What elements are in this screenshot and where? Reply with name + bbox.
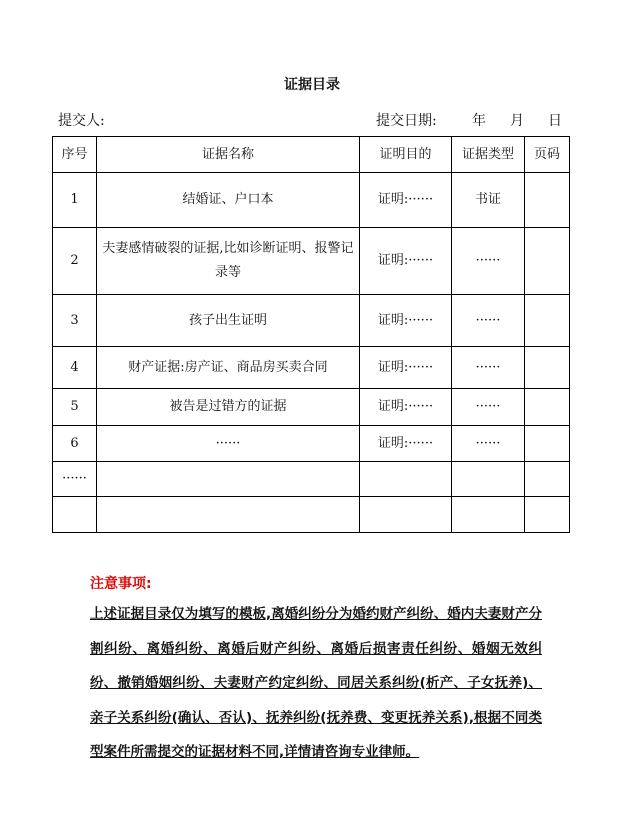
row-purpose: 证明:······ [360, 347, 452, 389]
row-purpose [360, 462, 452, 497]
row-name: 财产证据:房产证、商品房买卖合同 [97, 347, 360, 389]
table-header-row [53, 137, 570, 173]
row-purpose: 证明:······ [360, 228, 452, 295]
row-no: 2 [53, 228, 97, 295]
year-label: 年 [472, 113, 486, 129]
row-no: ······ [53, 462, 97, 497]
row-no: 6 [53, 426, 97, 462]
notes-body: 上述证据目录仅为填写的模板,离婚纠纷分为婚约财产纠纷、婚内夫妻财产分割纠纷、离婚纠纷、离婚后财产纠纷、离婚后损害责任纠纷、婚姻无效纠纷、撤销婚姻纠纷、夫妻财产约定纠纷、同居关系纠纷(析产、子女抚养)、亲子关系纠纷(确认、否认)、抚养纠纷(抚养费、变更抚养关系),根据不同类型案件所需提交的证据材料不同,详情请咨询专业律师。 [90, 606, 542, 760]
row-name [97, 497, 360, 533]
day-label: 日 [548, 113, 562, 129]
header-name: 证据名称 [97, 137, 360, 173]
row-purpose [360, 497, 452, 533]
table-row [53, 389, 570, 426]
header-page: 页码 [525, 137, 570, 173]
row-type: ······ [452, 347, 525, 389]
submitter-label: 提交人: [58, 113, 105, 129]
row-no: 3 [53, 295, 97, 347]
row-purpose: 证明:······ [360, 426, 452, 462]
header-type: 证据类型 [452, 137, 525, 173]
row-no [53, 497, 97, 533]
row-page [525, 426, 570, 462]
row-type: ······ [452, 295, 525, 347]
table-row [53, 347, 570, 389]
row-name: 被告是过错方的证据 [97, 389, 360, 426]
row-type: 书证 [452, 173, 525, 228]
month-label: 月 [510, 113, 524, 129]
table-row [53, 295, 570, 347]
header-purpose: 证明目的 [360, 137, 452, 173]
row-page [525, 228, 570, 295]
row-type: ······ [452, 228, 525, 295]
row-no: 1 [53, 173, 97, 228]
table-row [53, 173, 570, 228]
row-page [525, 173, 570, 228]
row-type [452, 497, 525, 533]
row-page [525, 389, 570, 426]
row-name: 结婚证、户口本 [97, 173, 360, 228]
row-name [97, 462, 360, 497]
row-type: ······ [452, 389, 525, 426]
row-page [525, 497, 570, 533]
table-row [53, 462, 570, 497]
page-title: 证据目录 [284, 77, 340, 93]
header-no: 序号 [53, 137, 97, 173]
table-row [53, 228, 570, 295]
submit-date-label: 提交日期: [376, 113, 437, 129]
evidence-table [52, 136, 570, 533]
row-no: 5 [53, 389, 97, 426]
submit-date-row [376, 110, 562, 130]
row-page [525, 462, 570, 497]
row-name: 夫妻感情破裂的证据,比如诊断证明、报警记录等 [97, 228, 360, 295]
table-row [53, 497, 570, 533]
row-page [525, 347, 570, 389]
row-name: 孩子出生证明 [97, 295, 360, 347]
row-purpose: 证明:······ [360, 389, 452, 426]
notes-title: 注意事项: [90, 576, 152, 592]
table-row [53, 426, 570, 462]
row-purpose: 证明:······ [360, 295, 452, 347]
row-purpose: 证明:······ [360, 173, 452, 228]
row-type [452, 462, 525, 497]
row-type: ······ [452, 426, 525, 462]
row-page [525, 295, 570, 347]
row-name: ······ [97, 426, 360, 462]
row-no: 4 [53, 347, 97, 389]
